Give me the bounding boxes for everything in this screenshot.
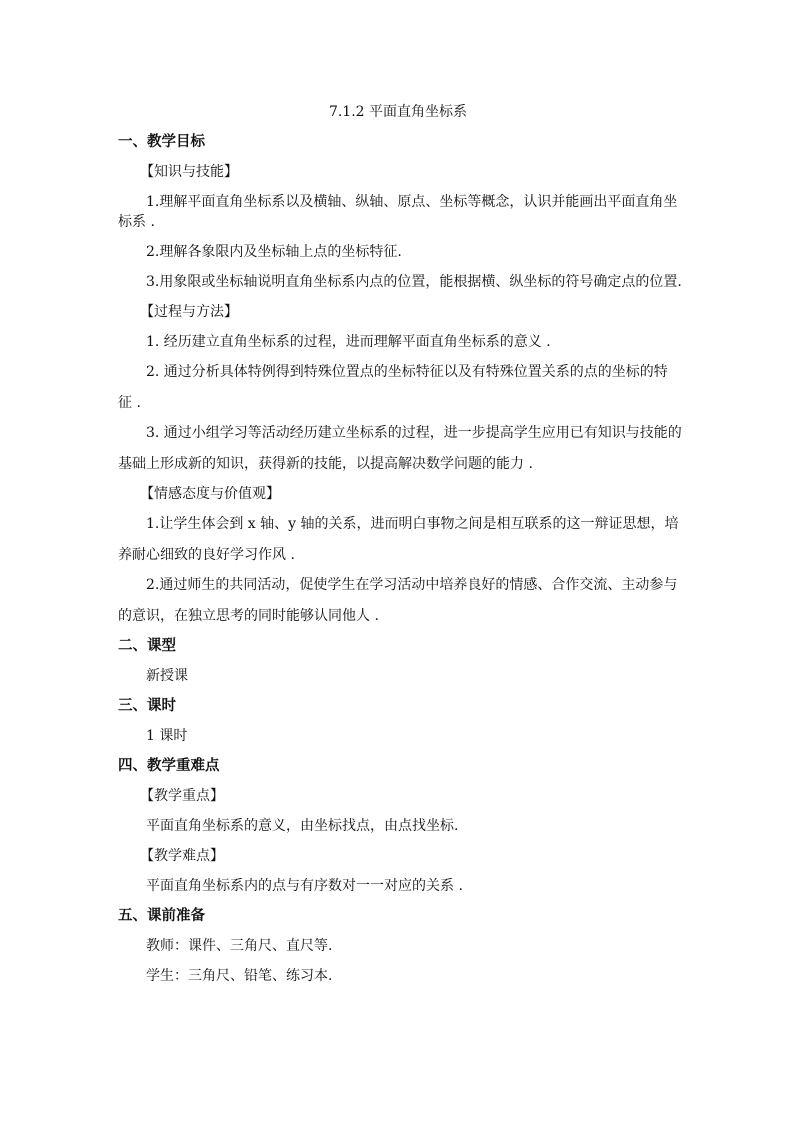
section-heading-hours: 三、课时 xyxy=(118,698,176,714)
key-content: 平面直角坐标系的意义，由坐标找点，由点找坐标. xyxy=(146,818,459,834)
paragraph-line: 基础上形成新的知识，获得新的技能，以提高解决数学问题的能力 . xyxy=(118,456,533,472)
paragraph-line: 养耐心细致的良好学习作风 . xyxy=(118,547,295,563)
paragraph-line: 3.用象限或坐标轴说明直角坐标系内点的位置，能根据横、纵坐标的符号确定点的位置. xyxy=(146,274,682,290)
difficult-content: 平面直角坐标系内的点与有序数对一一对应的关系 . xyxy=(146,878,463,894)
paragraph-line: 2.通过师生的共同活动，促使学生在学习活动中培养良好的情感、合作交流、主动参与 xyxy=(146,577,678,593)
subheading-difficult: 【教学难点】 xyxy=(140,848,224,864)
section-heading-goals: 一、教学目标 xyxy=(118,134,205,150)
document-title: 7.1.2 平面直角坐标系 xyxy=(328,104,468,120)
paragraph-line: 的意识，在独立思考的同时能够认同他人 . xyxy=(118,608,379,624)
paragraph-line: 1.理解平面直角坐标系以及横轴、纵轴、原点、坐标等概念，认识并能画出平面直角坐 xyxy=(146,194,678,210)
section-heading-prep: 五、课前准备 xyxy=(118,908,205,924)
paragraph-line: 1.让学生体会到 x 轴、y 轴的关系，进而明白事物之间是相互联系的这一辩证思想，培 xyxy=(146,516,679,532)
paragraph-line: 标系 . xyxy=(118,214,155,230)
subheading-process: 【过程与方法】 xyxy=(140,304,238,320)
paragraph-line: 征 . xyxy=(118,395,141,411)
paragraph-line: 2.理解各象限内及坐标轴上点的坐标特征. xyxy=(146,244,402,260)
prep-teacher: 教师：课件、三角尺、直尺等. xyxy=(146,938,333,954)
paragraph-line: 2. 通过分析具体特例得到特殊位置点的坐标特征以及有特殊位置关系的点的坐标的特 xyxy=(146,364,668,380)
section-heading-type: 二、课型 xyxy=(118,638,176,654)
subheading-knowledge: 【知识与技能】 xyxy=(140,164,238,180)
section-heading-keypoints: 四、教学重难点 xyxy=(118,758,220,774)
prep-student: 学生：三角尺、铅笔、练习本. xyxy=(146,968,333,984)
subheading-attitude: 【情感态度与价值观】 xyxy=(140,486,280,502)
paragraph-line: 1. 经历建立直角坐标系的过程，进而理解平面直角坐标系的意义 . xyxy=(146,334,551,350)
type-content: 新授课 xyxy=(146,668,188,684)
hours-content: 1 课时 xyxy=(146,728,188,744)
document-page xyxy=(118,102,682,996)
paragraph-line: 3. 通过小组学习等活动经历建立坐标系的过程，进一步提高学生应用已有知识与技能的 xyxy=(146,425,682,441)
subheading-key: 【教学重点】 xyxy=(140,788,224,804)
